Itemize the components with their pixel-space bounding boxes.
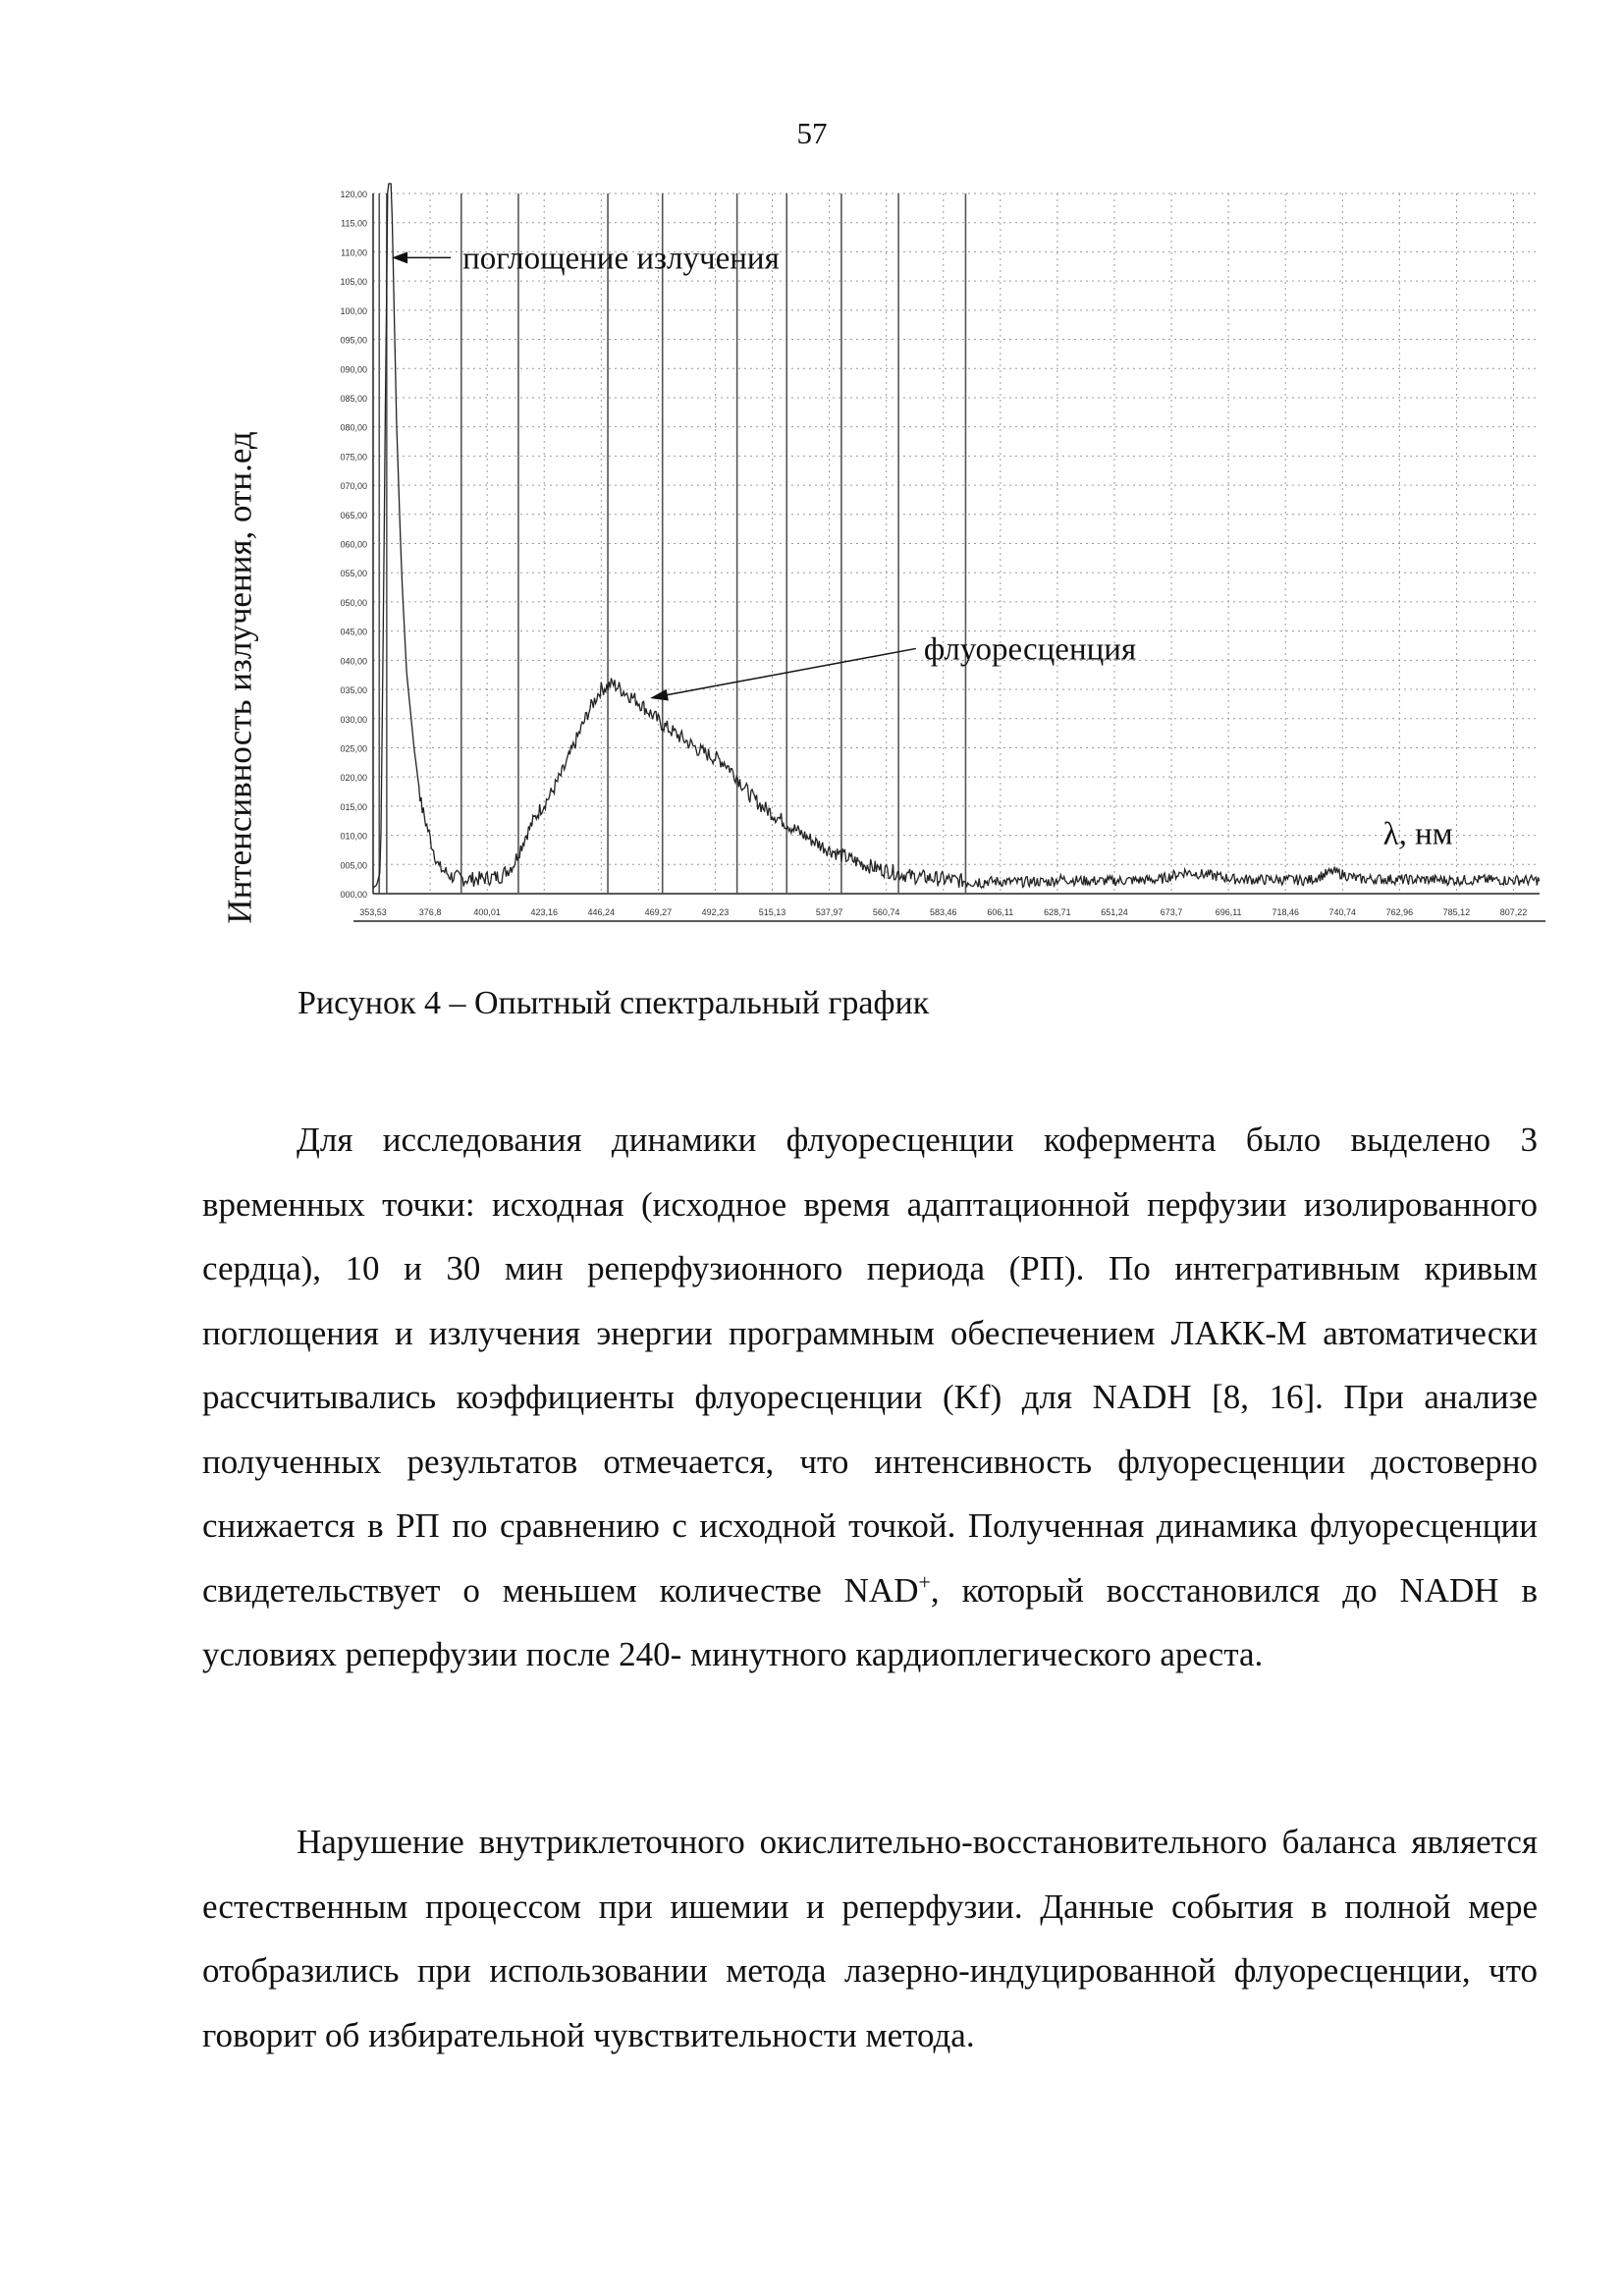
y-tick-label: 115,00 <box>341 218 367 229</box>
y-tick-label: 105,00 <box>340 277 367 288</box>
page-number: 57 <box>796 116 828 150</box>
y-tick-label: 050,00 <box>340 597 367 608</box>
x-tick-label: 492,23 <box>701 907 730 917</box>
x-tick-label: 740,74 <box>1328 907 1357 917</box>
y-tick-label: 120,00 <box>340 190 367 199</box>
x-tick-label: 628,71 <box>1044 907 1071 917</box>
figure-caption: Рисунок 4 – Опытный спектральный график <box>298 985 930 1021</box>
y-tick-label: 055,00 <box>340 569 367 579</box>
y-tick-label: 070,00 <box>340 481 367 492</box>
x-tick-label: 353,53 <box>359 907 387 917</box>
y-tick-label: 065,00 <box>340 510 367 520</box>
y-tick-label: 060,00 <box>340 539 367 550</box>
y-axis-label: Интенсивность излучения, отн.ед <box>221 431 260 924</box>
fluorescence-arrow <box>660 648 916 696</box>
x-tick-label: 718,46 <box>1272 907 1299 917</box>
paragraph-1-superscript: + <box>918 1568 931 1594</box>
x-tick-label: 696,11 <box>1215 907 1242 917</box>
y-tick-label: 075,00 <box>340 452 367 463</box>
x-tick-label: 762,96 <box>1385 907 1414 917</box>
absorption-label: поглощение излучения <box>462 241 780 277</box>
y-tick-label: 020,00 <box>340 773 367 784</box>
x-tick-label: 423,16 <box>530 907 558 917</box>
x-tick-label: 469,27 <box>644 907 673 917</box>
x-tick-label: 583,46 <box>929 907 957 917</box>
fluorescence-label: флуоресценция <box>923 631 1137 668</box>
x-tick-label: 807,22 <box>1499 907 1528 917</box>
x-tick-label: 560,74 <box>872 907 900 917</box>
y-tick-label: 100,00 <box>340 305 367 316</box>
paragraph-1 <box>202 1108 1538 1687</box>
paragraph-2-block <box>202 1810 1538 2067</box>
y-tick-label: 000,00 <box>340 890 367 900</box>
y-tick-label: 080,00 <box>340 422 367 433</box>
y-tick-label: 090,00 <box>340 364 367 375</box>
spectral-figure <box>196 182 1551 943</box>
x-tick-label: 537,97 <box>815 907 843 917</box>
y-tick-label: 040,00 <box>340 656 367 667</box>
y-tick-label: 085,00 <box>340 393 367 404</box>
y-tick-label: 010,00 <box>340 831 367 842</box>
x-tick-label: 651,24 <box>1101 907 1128 917</box>
y-tick-label: 035,00 <box>340 685 367 696</box>
x-tick-label: 673,7 <box>1160 907 1183 917</box>
y-tick-label: 030,00 <box>340 714 367 725</box>
fluorescence-arrowhead <box>650 689 669 701</box>
y-tick-label: 005,00 <box>340 860 367 871</box>
spectrum-curve <box>373 184 1540 888</box>
paragraph-1-text-end: , который восстановился до NADH в условиях реперфузии после 240- минутного кардиоплегического ареста. <box>202 1570 1538 1673</box>
y-tick-label: 025,00 <box>340 743 367 754</box>
y-tick-label: 095,00 <box>340 335 367 346</box>
x-axis-label: λ, нм <box>1382 816 1453 852</box>
x-tick-label: 606,11 <box>987 907 1014 917</box>
y-tick-label: 015,00 <box>340 801 367 812</box>
x-tick-label: 785,12 <box>1442 907 1471 917</box>
y-tick-label: 045,00 <box>340 627 367 637</box>
y-tick-label: 110,00 <box>341 247 367 258</box>
x-tick-label: 400,01 <box>473 907 501 917</box>
absorption-arrowhead <box>392 251 407 263</box>
x-tick-label: 446,24 <box>587 907 616 917</box>
paragraph-2: Нарушение внутриклеточного окислительно-восстановительного баланса является естественным процессом при ишемии и реперфузии. Данные события в полной мере отобразились при использовании метода лазерно-индуцированной флуоресценции, что говорит об избирательной чувствительности метода. <box>202 1823 1538 2054</box>
x-tick-label: 376,8 <box>418 907 442 917</box>
x-tick-label: 515,13 <box>758 907 786 917</box>
paragraph-1-text: Для исследования динамики флуоресценции кофермента было выделено 3 временных точки: исходная (исходное время адаптационной перфузии изолированного сердца), 10 и 30 мин реперфузионного периода (РП). По интегративным кривым поглощения и излучения энергии программным обеспечением ЛАКК-М автоматически рассчитывались коэффициенты флуоресценции (Kf) для NADH [8, 16]. При анализе полученных результатов отмечается, что интенсивность флуоресценции достоверно снижается в РП по сравнению с исходной точкой. Полученная динамика флуоресценции свидетельствует о меньшем количестве NAD <box>202 1121 1538 1610</box>
spectral-chart <box>196 182 1551 943</box>
paragraph-1-block <box>202 1108 1538 1687</box>
